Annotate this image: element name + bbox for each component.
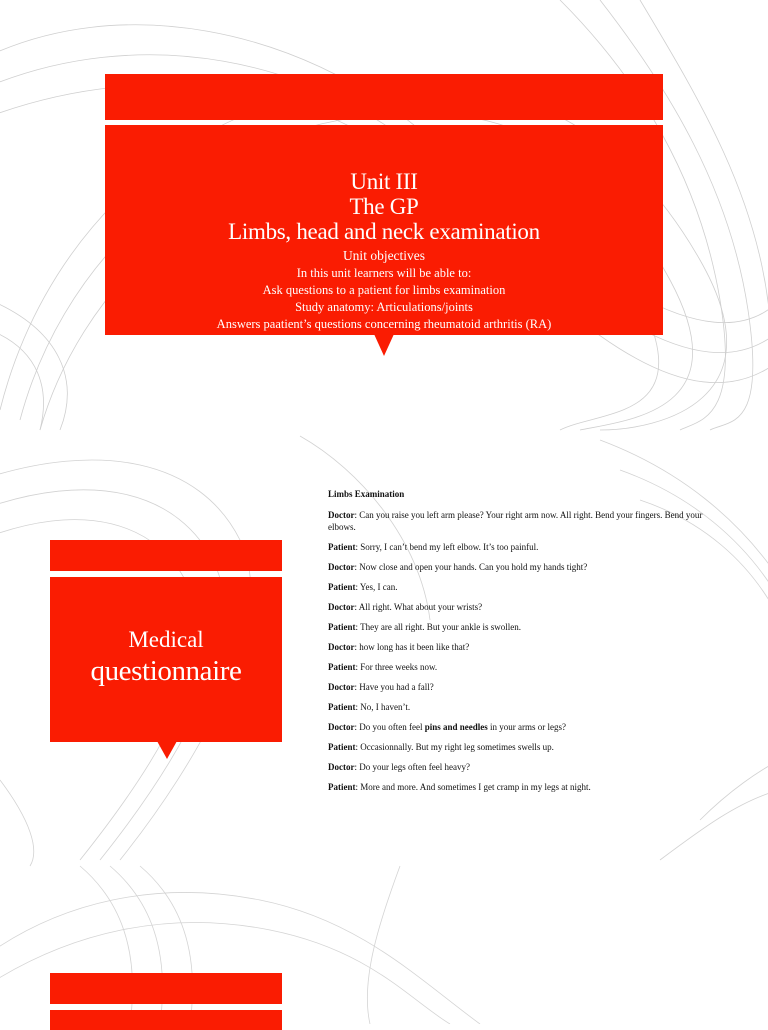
title-line-topic: Limbs, head and neck examination bbox=[228, 219, 540, 244]
speaker-label: Patient bbox=[328, 622, 356, 632]
speaker-label: Doctor bbox=[328, 602, 355, 612]
objective-item: In this unit learners will be able to: bbox=[296, 266, 472, 280]
header-bar bbox=[50, 540, 282, 571]
utterance-text: : Do you often feel bbox=[354, 722, 425, 732]
speaker-label: Patient bbox=[328, 702, 356, 712]
dialog-text bbox=[328, 488, 718, 801]
dialog-line bbox=[328, 581, 718, 593]
utterance-text: : Yes, I can. bbox=[355, 582, 398, 592]
unit-title bbox=[105, 169, 663, 244]
dialog-line bbox=[328, 601, 718, 613]
utterance-text: : Occasionnally. But my right leg sometimes swells up. bbox=[355, 742, 554, 752]
title-box bbox=[50, 1010, 282, 1030]
utterance-text: in your arms or legs? bbox=[487, 722, 566, 732]
speaker-label: Doctor bbox=[328, 682, 355, 692]
title-line-1: Medical bbox=[128, 627, 204, 652]
title-box bbox=[105, 125, 663, 345]
emphasized-term: pins and needles bbox=[424, 722, 488, 732]
objective-item: Answers paatient’s questions concerning rheumatoid arthritis (RA) bbox=[216, 317, 552, 331]
dialog-line bbox=[328, 621, 718, 633]
speaker-label: Patient bbox=[328, 742, 356, 752]
header-bar bbox=[50, 973, 282, 1004]
overflow-text: ns, l bbox=[374, 333, 394, 345]
objectives-heading: Unit objectives bbox=[342, 248, 426, 263]
dialog-line bbox=[328, 641, 718, 653]
dialog-line bbox=[328, 561, 718, 573]
dialog-line bbox=[328, 781, 718, 793]
objective-item: Ask questions to a patient for limbs examination bbox=[262, 283, 506, 297]
speaker-label: Patient bbox=[328, 582, 356, 592]
speaker-label: Doctor bbox=[328, 642, 355, 652]
speaker-label: Doctor bbox=[328, 510, 355, 520]
dialog-line bbox=[328, 661, 718, 673]
title-line-gp: The GP bbox=[349, 194, 419, 219]
slide-title bbox=[50, 625, 282, 687]
dialog-line bbox=[328, 681, 718, 693]
utterance-text: : Do your legs often feel heavy? bbox=[354, 762, 470, 772]
dialog-lines bbox=[328, 509, 718, 793]
slide-medical-questionnaire bbox=[0, 430, 768, 866]
slide-unit-title bbox=[0, 0, 768, 430]
speaker-label: Patient bbox=[328, 782, 356, 792]
title-box bbox=[50, 577, 282, 742]
header-bar bbox=[105, 74, 663, 120]
utterance-text: : how long has it been like that? bbox=[354, 642, 470, 652]
title-line-2: questionnaire bbox=[90, 655, 242, 687]
speaker-label: Doctor bbox=[328, 762, 355, 772]
utterance-text: : Sorry, I can’t bend my left elbow. It’s too painful. bbox=[355, 542, 539, 552]
dialog-line bbox=[328, 541, 718, 553]
objective-item: Study anatomy: Articulations/joints bbox=[295, 300, 473, 314]
speaker-label: Doctor bbox=[328, 562, 355, 572]
utterance-text: : They are all right. But your ankle is swollen. bbox=[355, 622, 522, 632]
callout-pointer bbox=[374, 334, 394, 356]
dialog-line bbox=[328, 761, 718, 773]
speaker-label: Patient bbox=[328, 542, 356, 552]
speaker-label: Doctor bbox=[328, 722, 355, 732]
utterance-text: : For three weeks now. bbox=[355, 662, 438, 672]
dialog-heading: Limbs Examination bbox=[328, 489, 405, 499]
dialog-line bbox=[328, 741, 718, 753]
dialog-line bbox=[328, 509, 718, 533]
utterance-text: : More and more. And sometimes I get cramp in my legs at night. bbox=[355, 782, 591, 792]
dialog-line bbox=[328, 701, 718, 713]
utterance-text: : No, I haven’t. bbox=[355, 702, 411, 712]
speaker-label: Patient bbox=[328, 662, 356, 672]
utterance-text: : All right. What about your wrists? bbox=[354, 602, 483, 612]
title-line-unit: Unit III bbox=[350, 169, 418, 194]
slide-next bbox=[0, 866, 768, 1024]
callout-pointer bbox=[157, 741, 177, 759]
dialog-line bbox=[328, 721, 718, 733]
utterance-text: : Now close and open your hands. Can you hold my hands tight? bbox=[354, 562, 588, 572]
utterance-text: : Have you had a fall? bbox=[354, 682, 434, 692]
unit-objectives bbox=[105, 247, 663, 333]
utterance-text: : Can you raise you left arm please? Your right arm now. All right. Bend your fingers. Bend your elbows. bbox=[328, 510, 703, 532]
